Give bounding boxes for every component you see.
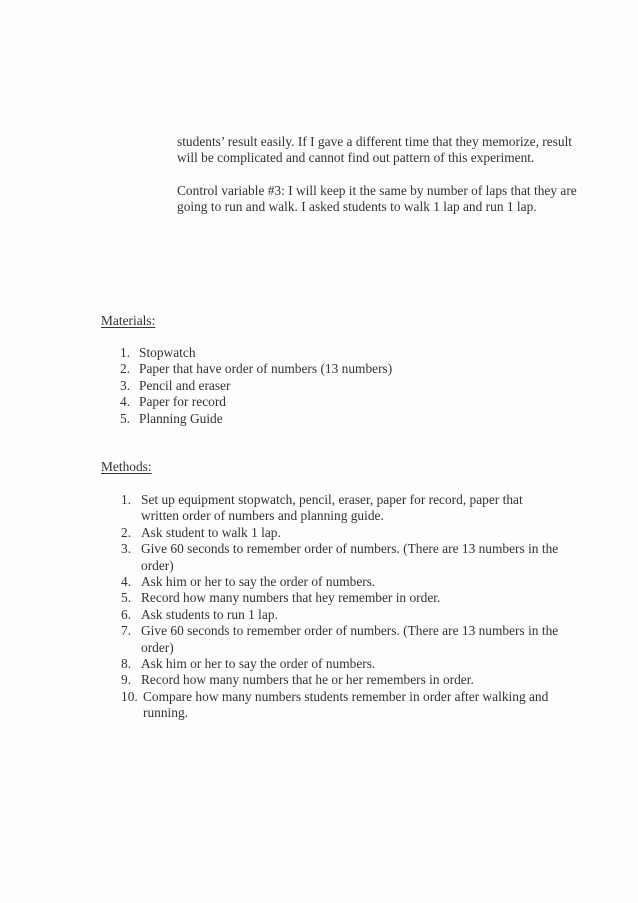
list-item-text: Paper for record [139,394,226,410]
list-number: 5. [120,410,131,426]
list-item-text: Ask students to run 1 lap. [141,606,278,622]
list-item [121,623,561,656]
list-item [121,607,561,623]
list-item [120,361,540,377]
list-item [120,411,540,427]
list-number: 10. [121,688,138,704]
list-item [121,689,561,722]
methods-list [121,492,561,722]
control-variable-paragraph: Control variable #3: I will keep it the same by number of laps that they are going to run and walk. I asked students to walk 1 lap and run 1 lap. [177,182,577,215]
list-number: 4. [121,574,132,590]
list-item-text: Record how many numbers that hey remember in order. [141,590,441,606]
continuation-paragraph: students’ result easily. If I gave a different time that they memorize, result will be complicated and cannot find out pattern of this experiment. [177,134,573,166]
materials-heading: Materials: [101,313,156,328]
list-item-text: Compare how many numbers students remember in order after walking and running. [143,688,549,721]
list-item [121,492,561,525]
list-item-text: Stopwatch [139,345,196,360]
methods-heading: Methods: [101,459,152,474]
list-number: 6. [121,606,132,622]
list-item [121,525,561,541]
list-item [121,574,561,590]
list-item-text: Record how many numbers that he or her remembers in order. [141,672,474,688]
list-item [120,345,540,361]
list-number: 8. [121,656,132,672]
list-number: 1. [120,345,131,360]
list-number: 9. [121,672,132,688]
list-number: 5. [121,590,132,606]
list-item [120,394,540,410]
list-item-text: Set up equipment stopwatch, pencil, eraser, paper for record, paper that written order of numbers and planning guide. [141,492,523,524]
list-item-text: Paper that have order of numbers (13 numbers) [139,361,393,377]
list-item-text: Ask him or her to say the order of numbers. [141,656,376,672]
list-item [120,378,540,394]
list-number: 3. [120,377,131,393]
list-item-text: Ask student to walk 1 lap. [141,524,281,540]
list-number: 3. [121,541,132,557]
list-item [121,541,561,574]
list-number: 1. [121,492,132,507]
list-number: 2. [121,524,132,540]
list-item-text: Give 60 seconds to remember order of numbers. (There are 13 numbers in the order) [141,623,559,655]
list-item-text: Pencil and eraser [139,377,231,393]
materials-list [120,345,540,427]
list-item-text: Give 60 seconds to remember order of numbers. (There are 13 numbers in the order) [141,541,559,573]
list-number: 7. [121,623,132,639]
list-item-text: Ask him or her to say the order of numbers. [141,574,376,590]
list-number: 2. [120,361,131,377]
list-item [121,590,561,606]
list-item-text: Planning Guide [139,410,223,426]
continuation-text [177,134,577,216]
list-number: 4. [120,394,131,410]
list-item [121,656,561,672]
list-item [121,672,561,688]
